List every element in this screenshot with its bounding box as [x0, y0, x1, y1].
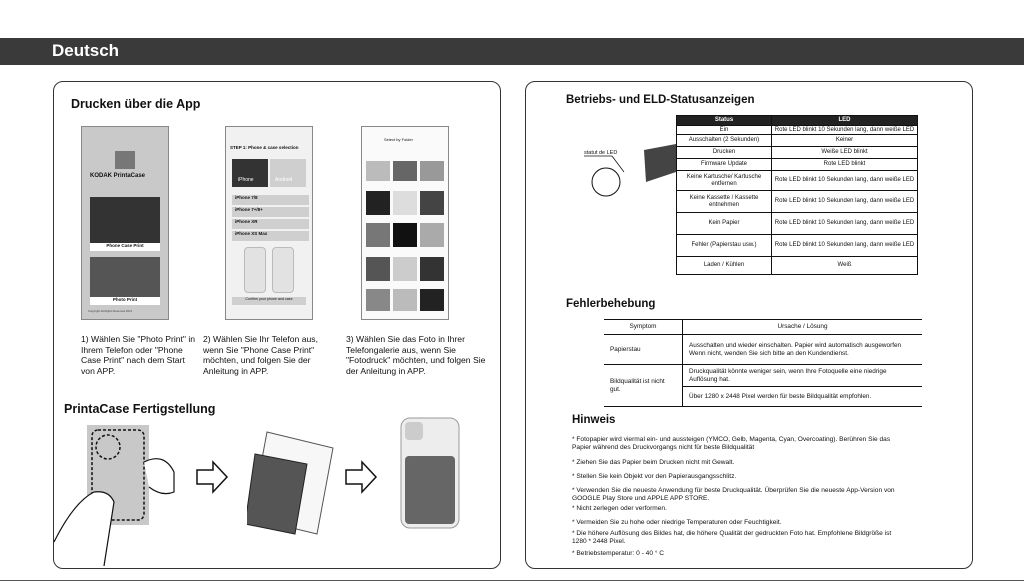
case-preview-image	[272, 247, 294, 293]
trouble-heading: Fehlerbehebung	[566, 298, 656, 310]
led-cell: Rote LED blinkt 10 Sekunden lang, dann weiße LED	[772, 213, 918, 235]
solution-cell: Über 1280 x 2448 Pixel werden für beste Bildqualität empfohlen.	[683, 387, 923, 407]
solution-cell: Druckqualität könnte weniger sein, wenn Ihre Fotoquelle eine niedrige Auflösung hat.	[683, 365, 923, 387]
tab-iphone-label: iPhone	[238, 177, 254, 183]
status-table-header-led: LED	[772, 116, 918, 126]
led-cell: Rote LED blinkt	[772, 159, 918, 171]
symptom-cell: Papierstau	[604, 335, 683, 365]
language-banner	[0, 38, 1024, 65]
gallery-thumb[interactable]	[420, 223, 444, 247]
caption-step-3: 3) Wählen Sie das Foto in Ihrer Telefongalerie aus, wenn Sie "Fotodruck" möchten, und folgen Sie der Anleitung in APP.	[346, 334, 486, 376]
app-screenshot-phone-select	[225, 126, 313, 320]
gallery-title: Select by Folder	[384, 137, 413, 142]
status-cell: Fehler (Papierstau usw.)	[677, 235, 772, 257]
status-cell: Ein	[677, 126, 772, 135]
tab-android-label: Android	[275, 177, 293, 183]
symptom-cell: Bildqualität ist nicht gut.	[604, 365, 683, 407]
gallery-thumb[interactable]	[366, 223, 390, 247]
led-cell: Weiße LED blinkt	[772, 147, 918, 159]
table-row	[677, 235, 918, 257]
table-row	[604, 365, 922, 387]
app-screenshot-home	[81, 126, 169, 320]
status-cell: Drucken	[677, 147, 772, 159]
step-title: STEP 1: Phone & case selection	[230, 145, 299, 150]
phone-case-print-button[interactable]: Phone Case Print	[90, 243, 160, 251]
led-cell: Keiner	[772, 135, 918, 147]
trouble-header-solution: Ursache / Lösung	[683, 320, 923, 335]
gallery-thumb[interactable]	[393, 223, 417, 247]
note-item: * Nicht zerlegen oder verformen.	[572, 505, 667, 512]
app-screenshot-gallery	[361, 126, 449, 320]
status-cell: Keine Kartusche/ Kartusche entfernen	[677, 171, 772, 191]
gallery-thumb[interactable]	[393, 191, 417, 215]
status-cell: Keine Kassette / Kassette entnehmen	[677, 191, 772, 213]
status-cell: Kein Papier	[677, 213, 772, 235]
status-table-header-status: Status	[677, 116, 772, 126]
page-bottom-rule	[0, 580, 1024, 581]
photo-preview-image	[90, 257, 160, 297]
kodak-logo-icon	[115, 151, 135, 169]
case-assembly-illustration	[247, 428, 339, 538]
gallery-thumb[interactable]	[420, 161, 444, 181]
tab-iphone[interactable]	[232, 159, 268, 187]
status-cell: Laden / Kühlen	[677, 257, 772, 275]
gallery-thumb[interactable]	[420, 191, 444, 215]
table-row	[677, 135, 918, 147]
gallery-thumb[interactable]	[393, 257, 417, 281]
model-item[interactable]: iPhone 7+/8+	[232, 207, 309, 217]
table-row	[677, 213, 918, 235]
status-cell: Firmware Update	[677, 159, 772, 171]
table-row	[604, 335, 922, 365]
tab-android[interactable]	[270, 159, 306, 187]
language-title: Deutsch	[52, 41, 120, 60]
table-row	[677, 171, 918, 191]
model-item[interactable]: iPhone 7/8	[232, 195, 309, 205]
caption-step-2: 2) Wählen Sie Ihr Telefon aus, wenn Sie "Phone Case Print" möchten, und folgen Sie der Anleitung in APP.	[203, 334, 318, 376]
led-cell: Rote LED blinkt 10 Sekunden lang, dann weiße LED	[772, 171, 918, 191]
finished-case-illustration	[399, 416, 461, 530]
notes-heading: Hinweis	[572, 414, 616, 426]
gallery-thumb[interactable]	[366, 161, 390, 181]
table-row	[677, 257, 918, 275]
note-item: * Betriebstemperatur: 0 - 40 ° C	[572, 550, 665, 557]
note-item: * Vermeiden Sie zu hohe oder niedrige Temperaturen oder Feuchtigkeit.	[572, 519, 782, 526]
note-item: * Ziehen Sie das Papier beim Drucken nicht mit Gewalt.	[572, 459, 735, 466]
status-heading: Betriebs- und ELD-Statusanzeigen	[566, 94, 755, 106]
table-row	[677, 159, 918, 171]
gallery-thumb[interactable]	[420, 289, 444, 311]
status-cell: Ausschalten (2 Sekunden)	[677, 135, 772, 147]
note-item: * Fotopapier wird viermal ein- und aussteigen (YMCO, Gelb, Magenta, Cyan, Overcoating). Berühren Sie das Papier während des Druckvorgangs nicht für beste Bildqualität	[572, 436, 891, 451]
case-preview-image	[90, 197, 160, 243]
copyright-text: Copyright All Rights Reserved 2021	[88, 309, 133, 313]
led-cell: Rote LED blinkt 10 Sekunden lang, dann weiße LED	[772, 126, 918, 135]
phone-preview-image	[244, 247, 266, 293]
table-row	[677, 126, 918, 135]
arrow-right-icon	[195, 460, 229, 494]
table-row	[677, 191, 918, 213]
note-item: * Die höhere Auflösung des Bildes hat, die höhere Qualität der gedruckten Foto hat. Empfohlene Bildgröße ist 1280 * 2448 Pixel.	[572, 530, 892, 545]
led-cell: Rote LED blinkt 10 Sekunden lang, dann weiße LED	[772, 191, 918, 213]
solution-cell: Ausschalten und wieder einschalten. Papier wird automatisch ausgeworfen Wenn nicht, wenden Sie sich bitte an den Kundendienst.	[683, 335, 923, 365]
note-item: * Stellen Sie kein Objekt vor den Papierausgangsschlitz.	[572, 473, 737, 480]
note-item: * Verwenden Sie die neueste Anwendung für beste Druckqualität. Überprüfen Sie die neueste App-Version von GOOGLE Play Store und APPLE APP STORE.	[572, 487, 895, 502]
gallery-thumb[interactable]	[366, 289, 390, 311]
app-brand: KODAK PrintaCase	[90, 173, 146, 179]
right-panel	[525, 81, 973, 569]
gallery-thumb[interactable]	[393, 289, 417, 311]
model-item[interactable]: iPhone XS Max	[232, 231, 309, 241]
confirm-button[interactable]: Confirm your phone and case	[232, 297, 306, 305]
caption-step-1: 1) Wählen Sie "Photo Print" in Ihrem Telefon oder "Phone Case Print" nach dem Start von APP.	[81, 334, 196, 376]
left-panel	[53, 81, 501, 569]
gallery-thumb[interactable]	[366, 257, 390, 281]
gallery-thumb[interactable]	[420, 257, 444, 281]
gallery-thumb[interactable]	[366, 191, 390, 215]
led-cell: Weiß	[772, 257, 918, 275]
photo-print-button[interactable]: Photo Print	[90, 297, 160, 305]
peel-sticker-illustration	[54, 422, 194, 566]
finish-heading: PrintaCase Fertigstellung	[64, 402, 216, 416]
trouble-header-symptom: Symptom	[604, 320, 683, 335]
led-cell: Rote LED blinkt 10 Sekunden lang, dann weiße LED	[772, 235, 918, 257]
arrow-right-icon	[344, 460, 378, 494]
app-heading: Drucken über die App	[71, 97, 201, 111]
table-row	[677, 147, 918, 159]
led-callout: statut de LED	[584, 150, 618, 156]
model-item[interactable]: iPhone XR	[232, 219, 309, 229]
gallery-thumb[interactable]	[393, 161, 417, 181]
troubleshooting-table	[604, 319, 922, 407]
printer-led-illustration	[584, 142, 678, 206]
status-table	[676, 115, 918, 275]
